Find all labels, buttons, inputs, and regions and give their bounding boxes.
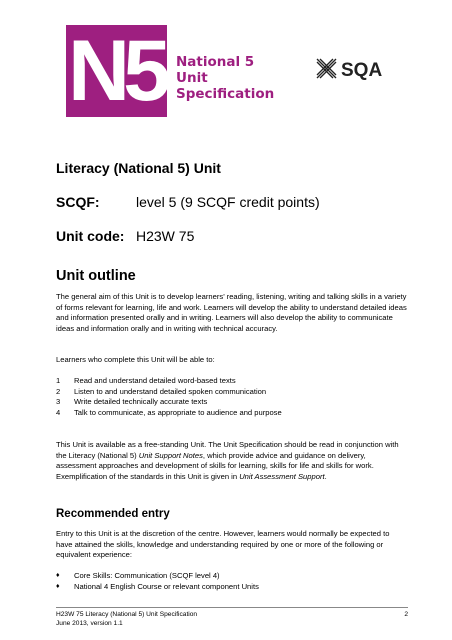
para3-text-a: This Unit is available as a free-standing Unit. The Unit Specification should be read in conjunction with the Literacy (National 5): [56, 440, 399, 460]
unit-outline-heading: Unit outline: [56, 268, 136, 284]
list-item: [56, 376, 408, 387]
recommended-entry-heading: Recommended entry: [56, 508, 170, 520]
list-item: [56, 408, 408, 419]
spec-title: [176, 54, 274, 102]
bullet-text: National 4 English Course or relevant component Units: [74, 581, 259, 591]
n5-logo-block: [66, 25, 167, 117]
footer: [56, 611, 408, 628]
sqa-logo: [314, 56, 394, 82]
outcome-text: Talk to communicate, as appropriate to audience and purpose: [74, 408, 282, 418]
outcome-text: Listen to and understand detailed spoken communication: [74, 386, 267, 396]
outline-paragraph-2: [56, 355, 408, 366]
saltire-icon: [317, 59, 336, 78]
footer-line-1: H23W 75 Literacy (National 5) Unit Specification: [56, 611, 198, 618]
entry-paragraph-text: Entry to this Unit is at the discretion of the centre. However, learners would normally be expected to have attained the skills, knowledge and understanding required by one or more of the following or equivalent experience:: [56, 529, 390, 560]
outline-paragraph-3: [56, 440, 408, 483]
footer-divider: [56, 607, 408, 608]
scqf-value: level 5 (9 SCQF credit points): [136, 194, 320, 210]
unit-support-notes-ref: Unit Support Notes: [138, 450, 203, 460]
sqa-logo-text: SQA: [341, 60, 383, 81]
unit-code-value: H23W 75: [136, 228, 195, 244]
outcome-text: Read and understand detailed word-based texts: [74, 376, 236, 385]
n5-mark: N5: [68, 25, 164, 117]
spec-title-line-3: Specification: [176, 86, 275, 102]
entry-bullets: [56, 571, 408, 592]
para3-text-c: , which provide advice and guidance on delivery, assessment approaches and development of skills for learning, skills for life and skills for work. Exemplification of the standards in this Unit is given in: [56, 450, 374, 482]
para3-text-e: .: [324, 472, 327, 482]
unit-code-label: Unit code:: [56, 228, 125, 244]
diamond-bullet-icon: ♦: [56, 572, 60, 579]
outline-paragraph-3-text: [56, 440, 408, 483]
list-item: [56, 397, 408, 408]
bullet-text: Core Skills: Communication (SCQF level 4): [74, 571, 220, 580]
list-item: [56, 582, 408, 593]
spec-title-line-1: National 5: [176, 54, 255, 70]
outcome-text: Write detailed technically accurate texts: [74, 397, 208, 407]
header-banner: [0, 0, 452, 130]
footer-line-2: June 2013, version 1.1: [56, 619, 123, 627]
unit-assessment-support-ref: Unit Assessment Support: [239, 472, 325, 482]
diamond-bullet-icon: ♦: [56, 582, 60, 590]
spec-title-line-2: Unit: [176, 70, 208, 86]
outcome-number: 1: [56, 376, 61, 385]
outline-paragraph-1-text: The general aim of this Unit is to develop learners’ reading, listening, writing and talking skills in a variety of forms relevant for learning, life and work. Learners will develop the ability to understand detailed ideas and information presented orally and in writing. Learners will also develop the ability to communicate ideas and information orally and in writing with technical accuracy.: [56, 292, 407, 334]
outcome-number: 2: [56, 386, 61, 396]
document-title: Literacy (National 5) Unit: [56, 160, 221, 176]
scqf-row: [56, 194, 320, 210]
page-number: 2: [404, 611, 408, 618]
outline-paragraph-1: [56, 292, 408, 335]
list-item: [56, 571, 408, 582]
outline-paragraph-2-text: Learners who complete this Unit will be able to:: [56, 355, 215, 364]
outcome-number: 4: [56, 408, 61, 418]
outcome-number: 3: [56, 397, 61, 407]
list-item: [56, 387, 408, 398]
outcomes-list: [56, 376, 408, 419]
scqf-label: SCQF:: [56, 194, 100, 210]
unit-code-row: [56, 228, 194, 244]
entry-paragraph: [56, 529, 408, 561]
